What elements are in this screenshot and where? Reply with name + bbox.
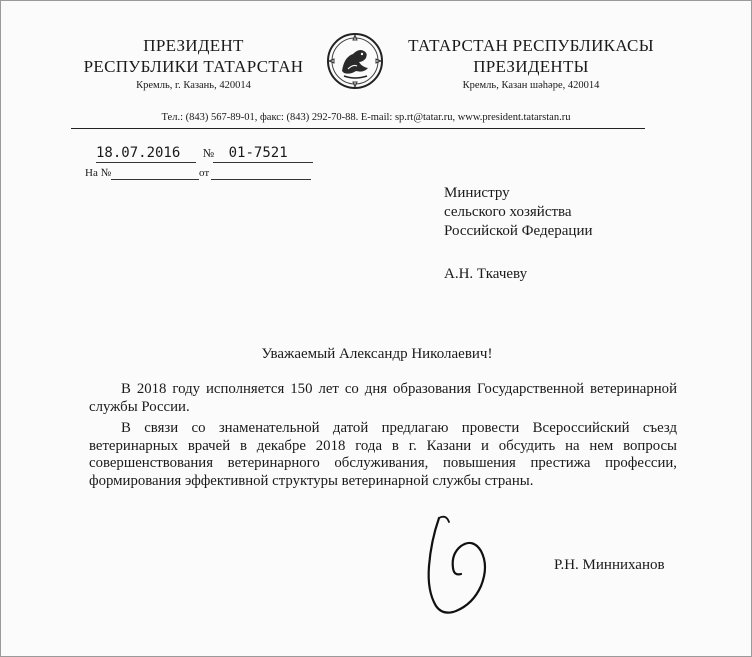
- addressee-line3: Российской Федерации: [444, 223, 593, 239]
- reference-line: [85, 167, 210, 179]
- letterhead-right-line1: ТАТАРСТАН РЕСПУБЛИКАСЫ: [408, 36, 654, 55]
- number-underline: [213, 162, 313, 163]
- letterhead-divider: [71, 128, 645, 129]
- body-paragraph-1: В 2018 году исполняется 150 лет со дня образования Государственной ветеринарной службы России.: [89, 381, 677, 415]
- reference-date-label: от: [199, 167, 210, 179]
- letterhead-left: [81, 35, 306, 91]
- addressee-name: А.Н. Ткачеву: [444, 266, 528, 282]
- date-underline: [96, 162, 196, 163]
- tatarstan-emblem-icon: [326, 31, 384, 91]
- reference-date-underline: [211, 179, 311, 180]
- letterhead-right-address: Кремль, Казан шәһәре, 420014: [462, 80, 600, 91]
- letterhead-left-line2: РЕСПУБЛИКИ ТАТАРСТАН: [83, 57, 304, 76]
- registration-number-label: №: [202, 146, 215, 160]
- signature-icon: [401, 506, 511, 626]
- letterhead-left-address: Кремль, г. Казань, 420014: [136, 80, 251, 91]
- letter-body: [89, 381, 677, 490]
- registration-line: [96, 145, 288, 161]
- registration-date: 18.07.2016: [96, 145, 181, 161]
- letterhead-contacts: Тел.: (843) 567-89-01, факс: (843) 292-70-88. E-mail: sp.rt@tatar.ru, www.president.tatarstan.ru: [161, 112, 571, 123]
- addressee-line2: сельского хозяйства: [444, 204, 572, 220]
- reference-number-underline: [111, 179, 199, 180]
- addressee-block: [444, 184, 593, 241]
- signer-name: Р.Н. Минниханов: [554, 557, 665, 573]
- body-paragraph-2: В связи со знаменательной датой предлагаю провести Всероссийский съезд ветеринарных врачей в декабре 2018 года в г. Казани и обсудить на нем вопросы совершенствования ветеринарного обслуживания, повышения престижа профессии, формирования эффективной структуры ветеринарной службы страны.: [89, 420, 677, 489]
- letterhead-left-line1: ПРЕЗИДЕНТ: [143, 36, 244, 55]
- letterhead-right: [406, 35, 656, 91]
- reference-number-label: На №: [85, 167, 112, 179]
- salutation: Уважаемый Александр Николаевич!: [261, 346, 493, 362]
- registration-number: 01-7521: [228, 145, 288, 161]
- letterhead-right-line2: ПРЕЗИДЕНТЫ: [473, 57, 589, 76]
- addressee-line1: Министру: [444, 185, 510, 201]
